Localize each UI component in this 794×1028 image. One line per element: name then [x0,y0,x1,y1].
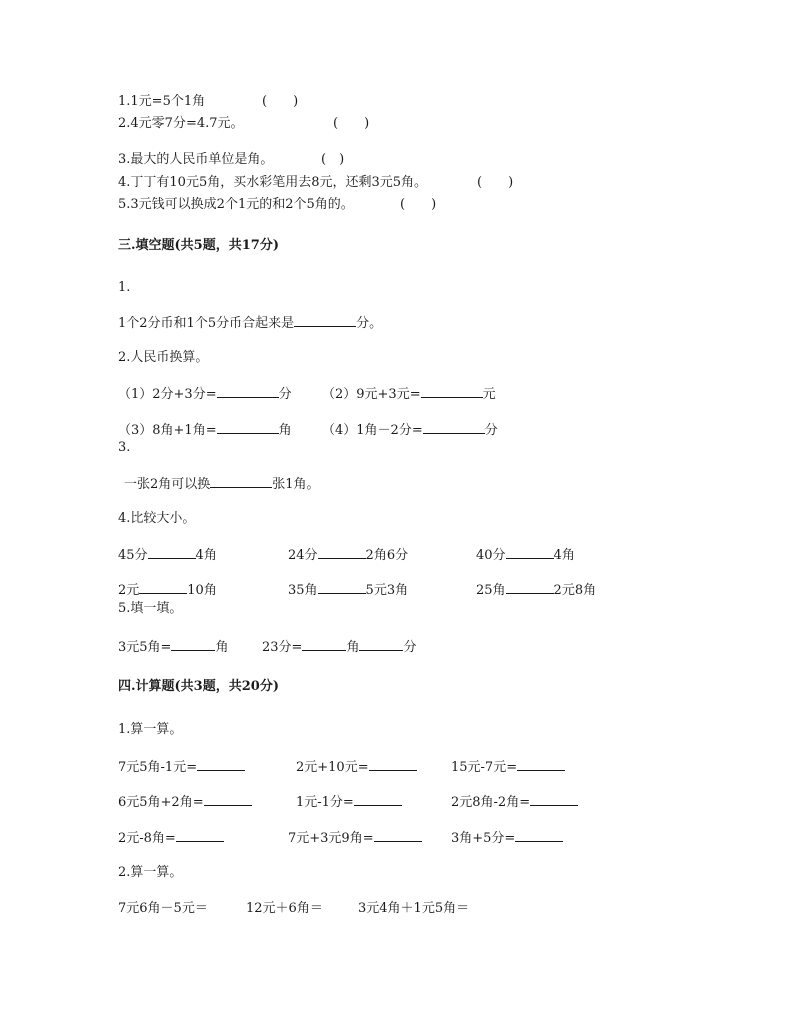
calc-text: 7元5角-1元= [118,760,198,775]
calc-item: 12元＋6角＝ [246,901,323,916]
item-unit: 分 [484,423,498,438]
answer-blank[interactable] [176,829,224,842]
judge-item-text: 1.1元=5个1角 [118,94,206,109]
answer-blank[interactable] [359,638,403,651]
calc-item: 3元4角＋1元5角＝ [358,901,470,916]
compare-right: 10角 [187,583,217,598]
judge-item-2 [118,116,244,132]
question-1 [118,314,382,332]
item-text: （1）2分+3分= [118,387,217,402]
item-text: （2）9元+3元= [322,387,421,402]
judge-item-4 [118,175,427,191]
question-text: 一张2角可以换 [124,477,211,492]
fill-unit: 角 [346,640,360,655]
judge-item-1 [118,94,205,110]
item-unit: 元 [482,387,496,402]
conversion-item [322,385,496,403]
calc-item [118,758,245,776]
calc-text: 2元-8角= [118,831,176,846]
judge-item-text: 2.4元零7分=4.7元。 [118,116,244,131]
fill-unit: 角 [215,640,229,655]
judge-item-5 [118,197,354,213]
compare-right: 2元8角 [553,583,597,598]
answer-blank[interactable] [294,314,356,327]
calc-text: 7元+3元9角= [288,831,374,846]
calc-item: 7元6角－5元＝ [118,901,208,916]
answer-blank[interactable] [421,385,483,398]
item-unit: 分 [278,387,292,402]
calc-item [451,758,565,776]
answer-blank[interactable] [204,793,252,806]
item-text: （4）1角－2分= [322,423,423,438]
compare-item [476,546,575,564]
calc-text: 2元8角-2角= [451,795,531,810]
question-title: 4.比较大小。 [118,511,196,526]
judge-item-text: 5.3元钱可以换成2个1元的和2个5角的。 [118,197,354,212]
compare-left: 24分 [288,548,318,563]
calc-item [451,793,578,811]
item-unit: 角 [278,423,292,438]
calc-item [451,829,563,847]
question-text: 张1角。 [272,477,320,492]
calc-text: 15元-7元= [451,760,518,775]
question-title: 2.人民币换算。 [118,350,209,365]
question-number: 1. [118,280,131,295]
question-title: 2.算一算。 [118,865,183,880]
answer-blank[interactable] [217,385,279,398]
section-title: 三.填空题(共5题，共17分) [118,238,279,253]
answer-blank[interactable] [171,638,215,651]
calc-text: 1元-1分= [296,795,354,810]
fill-text: 23分= [262,640,303,655]
answer-blank[interactable] [530,793,578,806]
answer-blank[interactable] [515,829,563,842]
calc-item [288,829,422,847]
fill-item [118,638,228,656]
question-text: 分。 [356,316,383,331]
fill-text: 3元5角= [118,640,172,655]
answer-blank[interactable] [318,546,366,559]
section-title: 四.计算题(共3题，共20分) [118,679,279,694]
answer-blank[interactable] [506,546,554,559]
compare-item [288,546,408,564]
compare-right: 4角 [195,548,217,563]
answer-blank[interactable] [354,793,402,806]
answer-paren[interactable]: ( ) [477,175,514,190]
calc-item [118,793,252,811]
answer-blank[interactable] [517,758,565,771]
calc-text: 3角+5分= [451,831,516,846]
answer-paren[interactable]: ( ) [321,152,345,167]
answer-blank[interactable] [210,475,272,488]
compare-item [288,581,408,599]
compare-left: 45分 [118,548,148,563]
fill-item [262,638,416,656]
answer-blank[interactable] [374,829,422,842]
answer-paren[interactable]: ( ) [333,116,370,131]
judge-item-text: 4.丁丁有10元5角，买水彩笔用去8元，还剩3元5角。 [118,175,428,190]
question-3 [124,475,320,493]
judge-item-text: 3.最大的人民币单位是角。 [118,152,274,167]
answer-paren[interactable]: ( ) [262,94,299,109]
answer-blank[interactable] [148,546,196,559]
answer-blank[interactable] [302,638,346,651]
conversion-item [118,421,292,439]
question-text: 1个2分币和1个5分币合起来是 [118,316,295,331]
calc-item [118,829,224,847]
judge-item-3 [118,152,273,168]
fill-unit: 分 [403,640,417,655]
conversion-item [322,421,498,439]
conversion-item [118,385,292,403]
question-number: 3. [118,440,131,455]
calc-text: 6元5角+2角= [118,795,204,810]
compare-item [118,581,217,599]
calc-text: 2元+10元= [296,760,369,775]
answer-blank[interactable] [369,758,417,771]
compare-left: 2元 [118,583,140,598]
compare-left: 40分 [476,548,506,563]
answer-blank[interactable] [318,581,366,594]
question-title: 1.算一算。 [118,722,183,737]
calc-item [296,758,417,776]
calc-item [296,793,402,811]
answer-paren[interactable]: ( ) [400,197,437,212]
compare-item [118,546,217,564]
item-text: （3）8角+1角= [118,423,217,438]
answer-blank[interactable] [139,581,187,594]
answer-blank[interactable] [197,758,245,771]
compare-right: 5元3角 [365,583,409,598]
compare-right: 4角 [553,548,575,563]
question-title: 5.填一填。 [118,601,183,616]
compare-left: 35角 [288,583,318,598]
answer-blank[interactable] [506,581,554,594]
compare-item [476,581,596,599]
answer-blank[interactable] [217,421,279,434]
answer-blank[interactable] [423,421,485,434]
compare-right: 2角6分 [365,548,409,563]
compare-left: 25角 [476,583,506,598]
